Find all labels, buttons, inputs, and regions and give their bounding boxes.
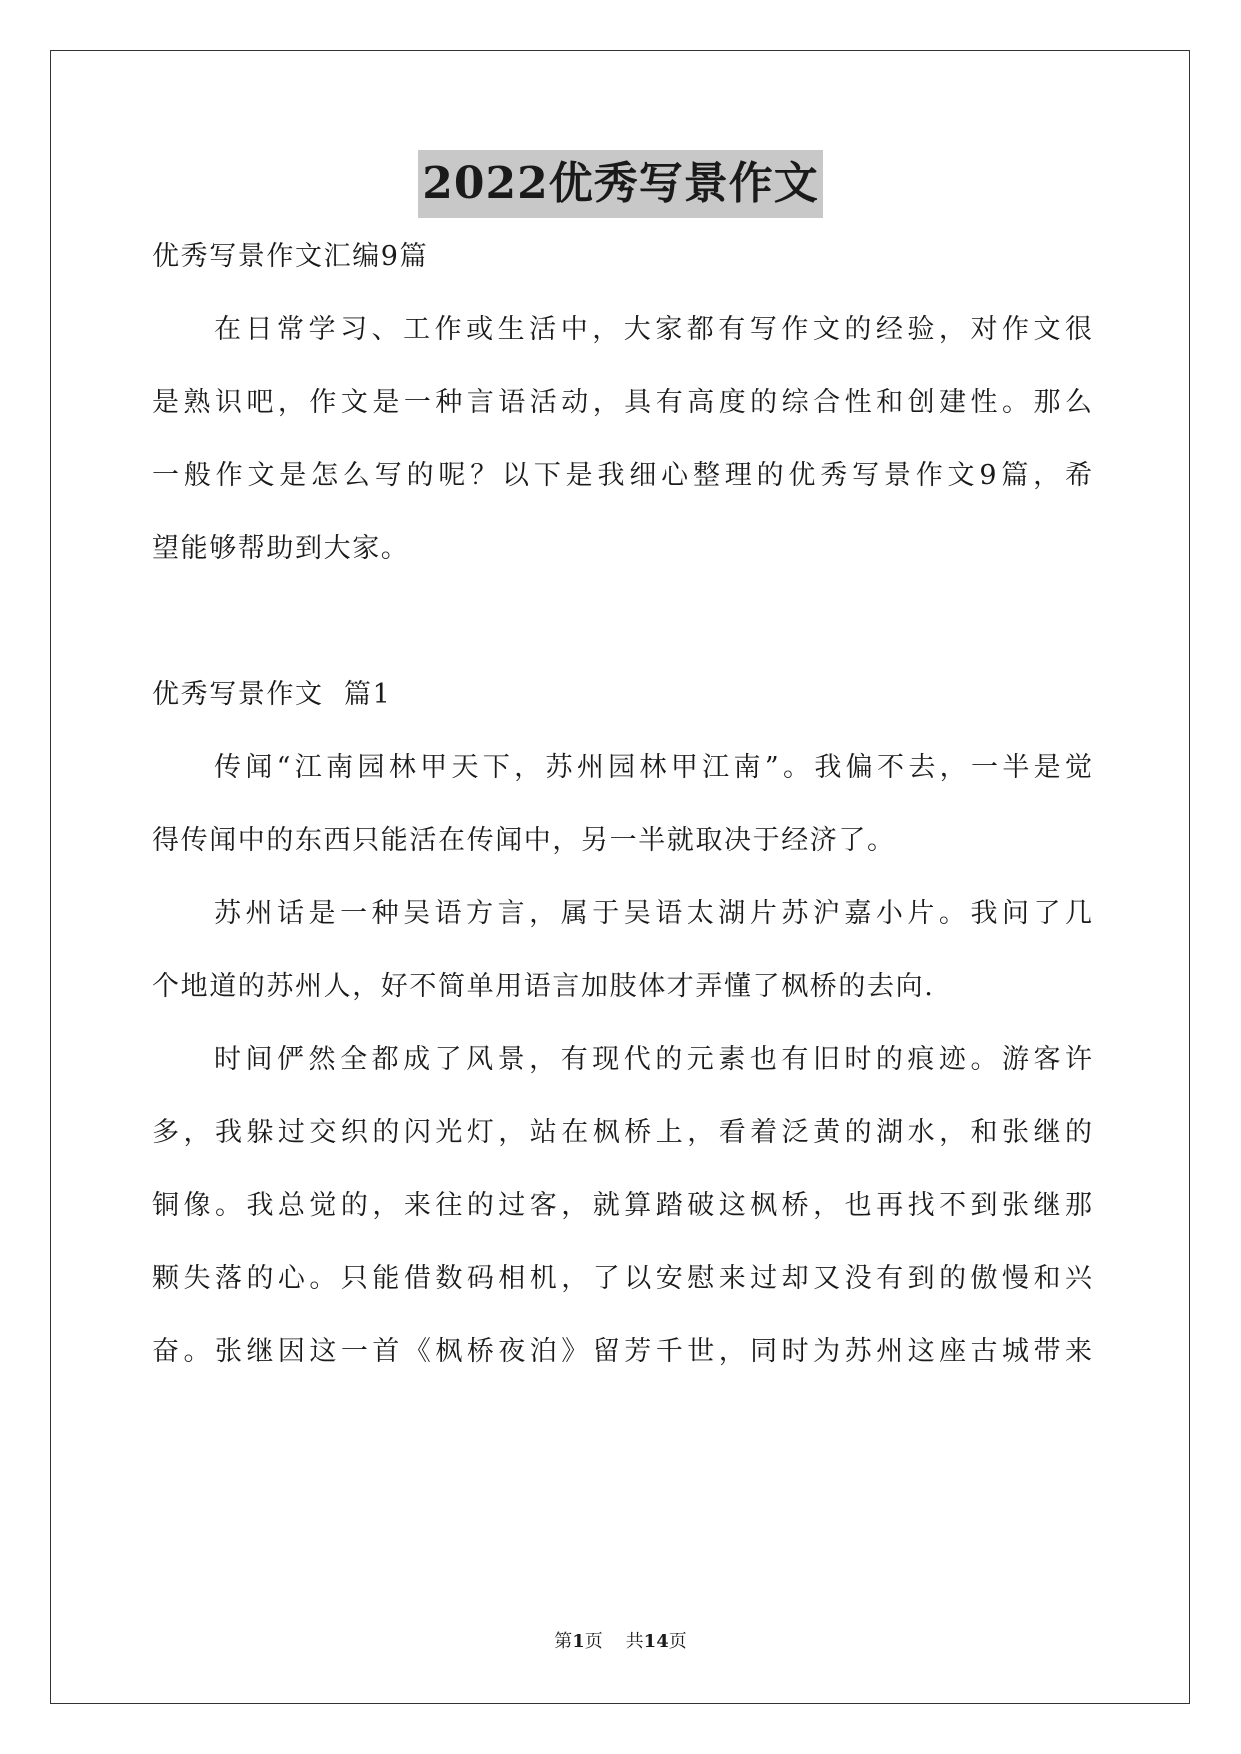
footer-prefix: 第 bbox=[554, 1631, 573, 1652]
total-pages-number: 14 bbox=[643, 1631, 669, 1652]
paragraph-line: 时间俨然全都成了风景，有现代的元素也有旧时的痕迹。游客许 bbox=[214, 1044, 1092, 1075]
section-heading: 优秀写景作文 篇1 bbox=[152, 679, 392, 710]
document-subtitle: 优秀写景作文汇编9篇 bbox=[152, 241, 429, 272]
paragraph-line: 奋。张继因这一首《枫桥夜泊》留芳千世，同时为苏州这座古城带来 bbox=[152, 1336, 1092, 1367]
intro-line: 是熟识吧，作文是一种言语活动，具有高度的综合性和创建性。那么 bbox=[152, 387, 1092, 418]
paragraph-line: 多，我躲过交织的闪光灯，站在枫桥上，看着泛黄的湖水，和张继的 bbox=[152, 1117, 1092, 1148]
intro-line: 在日常学习、工作或生活中，大家都有写作文的经验，对作文很 bbox=[214, 314, 1092, 345]
paragraph-line: 传闻“江南园林甲天下，苏州园林甲江南”。我偏不去，一半是觉 bbox=[214, 752, 1092, 783]
paragraph-line: 铜像。我总觉的，来往的过客，就算踏破这枫桥，也再找不到张继那 bbox=[152, 1190, 1092, 1221]
title-container bbox=[0, 150, 1241, 218]
paragraph-line: 得传闻中的东西只能活在传闻中，另一半就取决于经济了。 bbox=[152, 825, 896, 856]
page-border bbox=[50, 50, 1190, 1704]
document-title: 2022优秀写景作文 bbox=[418, 150, 822, 218]
paragraph-line: 个地道的苏州人，好不简单用语言加肢体才弄懂了枫桥的去向. bbox=[152, 971, 935, 1002]
footer-mid: 页 共 bbox=[584, 1631, 644, 1652]
intro-line: 望能够帮助到大家。 bbox=[152, 533, 410, 564]
paragraph-line: 颗失落的心。只能借数码相机，了以安慰来过却又没有到的傲慢和兴 bbox=[152, 1263, 1092, 1294]
intro-line: 一般作文是怎么写的呢？以下是我细心整理的优秀写景作文9篇，希 bbox=[152, 460, 1092, 491]
footer-suffix: 页 bbox=[668, 1631, 687, 1652]
current-page-number: 1 bbox=[572, 1631, 585, 1652]
paragraph-line: 苏州话是一种吴语方言，属于吴语太湖片苏沪嘉小片。我问了几 bbox=[214, 898, 1092, 929]
page-footer bbox=[0, 1630, 1241, 1654]
